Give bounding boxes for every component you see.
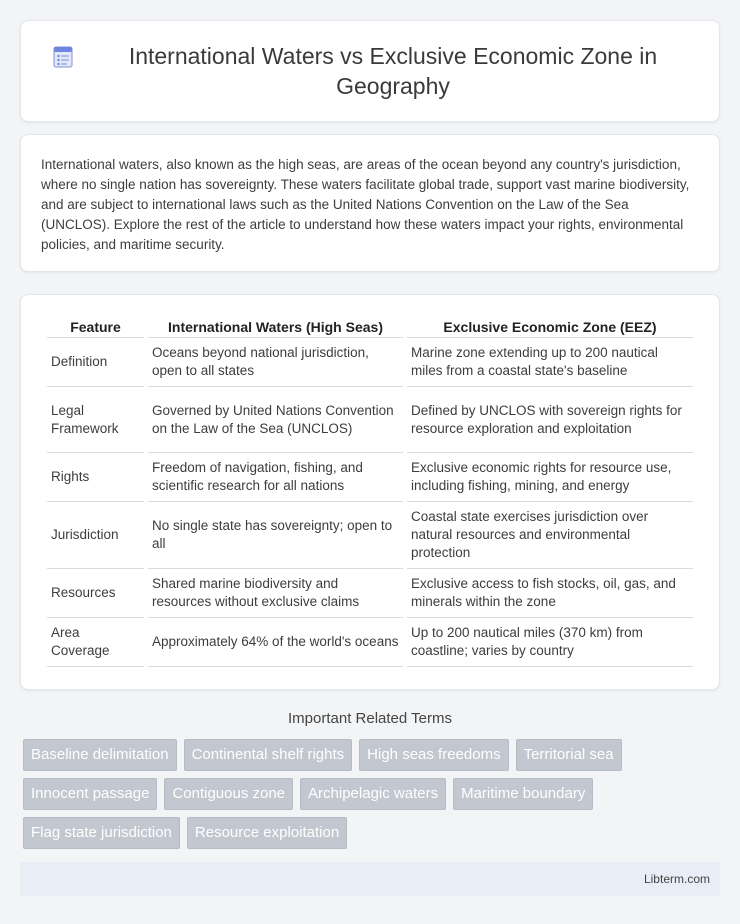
intro-card (20, 134, 720, 272)
term-chip[interactable]: Maritime boundary (453, 778, 593, 810)
row-eez: Exclusive access to fish stocks, oil, gas, and minerals within the zone (407, 569, 693, 618)
term-chip[interactable]: Baseline delimitation (23, 739, 177, 771)
row-feature: Definition (47, 338, 144, 387)
row-eez: Defined by UNCLOS with sovereign rights for resource exploration and exploitation (407, 387, 693, 453)
row-international-waters: Approximately 64% of the world's oceans (148, 618, 403, 667)
footer-site-link[interactable]: Libterm.com (643, 872, 710, 886)
intro-paragraph: International waters, also known as the high seas, are areas of the ocean beyond any country's jurisdiction, where no single nation has sovereignty. These waters facilitate global trade, support vast marine biodiversity, and are subject to international laws such as the United Nations Convention on the Law of the Sea (UNCLOS). Explore the rest of the article to understand how these waters impact your rights, environmental policies, and maritime security. (41, 157, 690, 252)
table-row (47, 502, 693, 569)
row-feature: Legal Framework (47, 387, 144, 453)
document-list-icon (51, 45, 75, 69)
comparison-table-card (20, 294, 720, 690)
term-chip[interactable]: Innocent passage (23, 778, 157, 810)
row-international-waters: Oceans beyond national jurisdiction, open to all states (148, 338, 403, 387)
table-header-row (47, 315, 693, 338)
table-row (47, 338, 693, 387)
row-international-waters: Shared marine biodiversity and resources without exclusive claims (148, 569, 403, 618)
row-eez: Up to 200 nautical miles (370 km) from coastline; varies by country (407, 618, 693, 667)
footer (20, 862, 720, 896)
related-terms-list (20, 739, 720, 849)
header-eez: Exclusive Economic Zone (EEZ) (407, 315, 693, 338)
row-feature: Rights (47, 453, 144, 502)
row-feature: Resources (47, 569, 144, 618)
table-row (47, 387, 693, 453)
term-chip[interactable]: Resource exploitation (187, 817, 347, 849)
row-international-waters: Governed by United Nations Convention on the Law of the Sea (UNCLOS) (148, 387, 403, 453)
header-card (20, 20, 720, 122)
row-feature: Jurisdiction (47, 502, 144, 569)
term-chip[interactable]: Flag state jurisdiction (23, 817, 180, 849)
comparison-table (43, 315, 697, 667)
term-chip[interactable]: Archipelagic waters (300, 778, 446, 810)
row-international-waters: No single state has sovereignty; open to all (148, 502, 403, 569)
row-eez: Exclusive economic rights for resource use, including fishing, mining, and energy (407, 453, 693, 502)
related-terms-title: Important Related Terms (288, 710, 452, 727)
term-chip[interactable]: High seas freedoms (359, 739, 508, 771)
row-eez: Marine zone extending up to 200 nautical miles from a coastal state's baseline (407, 338, 693, 387)
header-international-waters: International Waters (High Seas) (148, 315, 403, 338)
row-international-waters: Freedom of navigation, fishing, and scientific research for all nations (148, 453, 403, 502)
page-title: International Waters vs Exclusive Economic Zone in Geography (128, 43, 658, 99)
term-chip[interactable]: Territorial sea (516, 739, 622, 771)
row-feature: Area Coverage (47, 618, 144, 667)
row-eez: Coastal state exercises jurisdiction over natural resources and environmental protection (407, 502, 693, 569)
term-chip[interactable]: Continental shelf rights (184, 739, 353, 771)
table-row (47, 453, 693, 502)
table-row (47, 618, 693, 667)
header-feature: Feature (47, 315, 144, 338)
term-chip[interactable]: Contiguous zone (164, 778, 293, 810)
table-row (47, 569, 693, 618)
